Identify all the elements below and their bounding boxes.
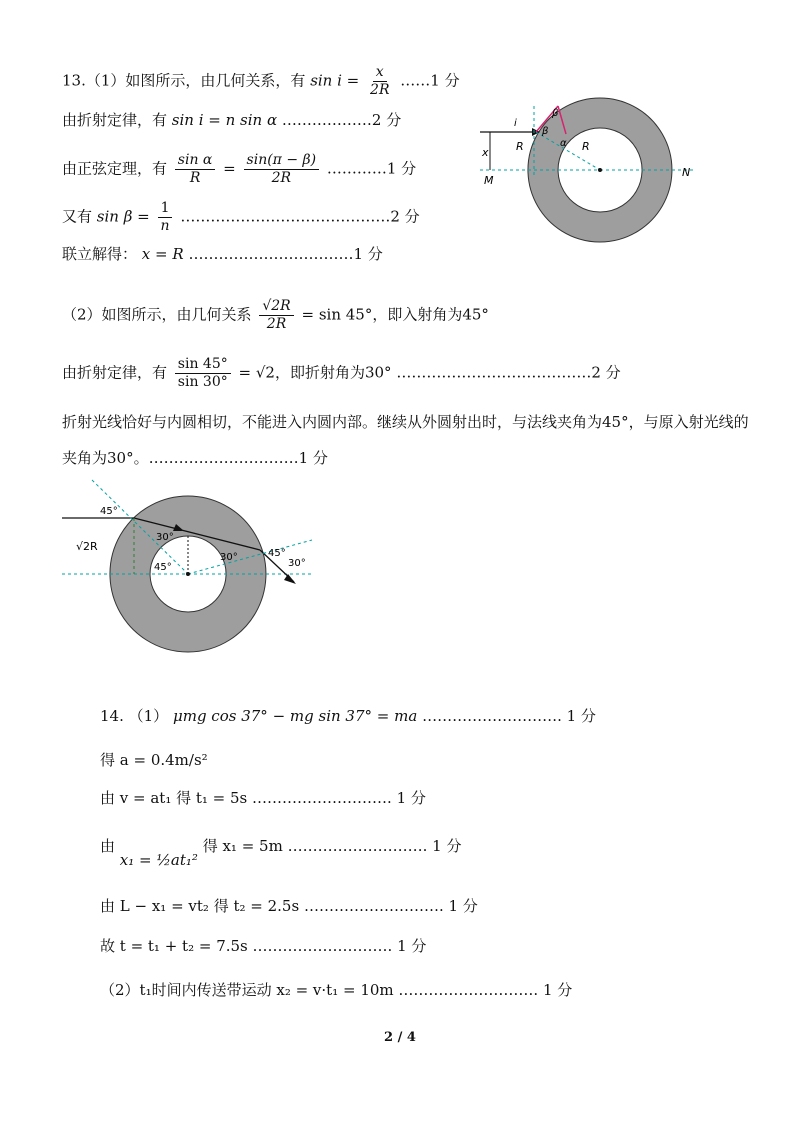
fig1-label-r2: R (582, 140, 590, 153)
q13-line4 (62, 200, 420, 235)
q13-l3-n1: sin α (175, 152, 216, 170)
fig2-label-30b: 30° (220, 552, 238, 563)
fig2-arrow-2 (284, 574, 296, 584)
q13-l4-points: ……………………………………2 分 (180, 207, 420, 226)
q13-l4-pre: 又有 (62, 207, 93, 226)
q13-l5-eq: x = R (141, 245, 184, 263)
q13-l7-points: …………………………………2 分 (396, 363, 621, 382)
q14-l3-points: ………………………. 1 分 (252, 789, 426, 807)
q13-p2-eq: = sin 45°，即入射角为45° (301, 305, 489, 324)
q13-l7-pre: 由折射定律，有 (62, 363, 168, 382)
q13-l4-den: n (160, 218, 170, 234)
q13-l7-num: sin 45° (175, 356, 231, 374)
q14-l7-points: ………………………. 1 分 (398, 981, 573, 999)
q13-line6 (62, 298, 489, 333)
q14-l6-points: ………………………. 1 分 (252, 937, 427, 955)
fig1-label-i: i (514, 118, 517, 129)
q13-part1-intro: （1）如图所示，由几何关系，有 (85, 71, 306, 90)
q13-l3-pre: 由正弦定理，有 (62, 159, 168, 178)
figure-1-ring-diagram (470, 88, 710, 258)
q14-l4-eq: x₁ = ½at₁² (119, 851, 198, 869)
q14-line3 (100, 788, 426, 808)
figure-2-ring-diagram (62, 470, 332, 670)
q13-l4-num: 1 (158, 200, 173, 218)
q13-line7 (62, 356, 621, 391)
fig1-label-x: x (482, 146, 489, 159)
q13-p2-pre: （2）如图所示，由几何关系 (62, 305, 252, 324)
q14-l5-points: ………………………. 1 分 (303, 897, 478, 915)
q13-line1 (62, 64, 460, 99)
fig1-label-m: M (484, 174, 494, 187)
q13-line8: 折射光线恰好与内圆相切，不能进入内圆内部。继续从外圆射出时，与法线夹角为45°，与原入射光线的夹角为30°。…………………………1 分 (62, 413, 749, 467)
q14-number: 14. (100, 707, 124, 725)
q13-l4-frac (158, 200, 173, 235)
q13-number: 13. (62, 71, 86, 90)
fig2-label-30c: 30° (288, 558, 306, 569)
fig1-center (598, 168, 602, 172)
page-number: 2 / 4 (384, 1030, 416, 1045)
q14-line4 (100, 836, 462, 869)
fig1-label-n: N (682, 166, 691, 179)
q13-l3-frac2 (244, 152, 320, 187)
q14-line7 (100, 980, 572, 1000)
fig2-label-45b: 45° (154, 562, 172, 573)
q13-l2-points: ………………2 分 (281, 111, 402, 129)
q13-l3-frac1 (175, 152, 216, 187)
q13-eq1-num: x (373, 64, 387, 82)
q13-eq1-den: 2R (370, 82, 390, 98)
q14-l2: 得 a = 0.4m/s² (100, 751, 208, 769)
q14-l1-points: ………………………. 1 分 (422, 707, 596, 725)
q13-eq1-fraction (367, 64, 392, 99)
q13-l3-d2: 2R (271, 170, 292, 186)
q13-l7-frac (175, 356, 231, 391)
fig1-label-beta1: β (552, 108, 559, 119)
q13-p2-frac (259, 298, 293, 333)
q14-line1 (100, 706, 596, 726)
q13-p2-num: √2R (259, 298, 293, 316)
fig2-label-45c: 45° (268, 548, 286, 559)
fig1-label-beta2: β (542, 126, 549, 137)
fig2-center (186, 572, 190, 576)
q14-l4-points: ………………………. 1 分 (287, 837, 462, 855)
q14-part1: （1） (128, 707, 169, 725)
q14-l4-pre: 由 (100, 837, 116, 855)
q14-line5 (100, 896, 478, 916)
fig1-label-alpha: α (560, 138, 567, 149)
q13-line3 (62, 152, 416, 187)
q13-l2-pre: 由折射定律，有 (62, 111, 168, 129)
q13-p2-den: 2R (266, 316, 287, 332)
q14-line6 (100, 936, 426, 956)
q13-eq1-left: sin i = (310, 71, 360, 90)
q13-l3-equals: = (223, 159, 236, 178)
q13-l3-n2: sin(π − β) (244, 152, 320, 170)
fig2-label-30a: 30° (156, 532, 174, 543)
fig1-label-r1: R (516, 140, 524, 153)
q13-line5 (62, 244, 383, 264)
q13-eq1-points: ……1 分 (400, 71, 460, 90)
q13-line2 (62, 110, 401, 130)
q14-l5: 由 L − x₁ = vt₂ 得 t₂ = 2.5s (100, 897, 300, 915)
q14-l7: （2）t₁时间内传送带运动 x₂ = v·t₁ = 10m (100, 981, 394, 999)
q13-l2-eq: sin i = n sin α (171, 111, 278, 129)
q13-l4-left: sin β = (96, 207, 150, 226)
q14-line2 (100, 750, 208, 770)
q14-l6: 故 t = t₁ + t₂ = 7.5s (100, 937, 248, 955)
q13-l7-eq: = √2，即折射角为30° (238, 363, 392, 382)
q13-l7-den: sin 30° (177, 374, 228, 390)
q13-l3-d1: R (189, 170, 201, 186)
q13-l5-points: ……………………………1 分 (188, 245, 383, 263)
q14-l1-eq: μmg cos 37° − mg sin 37° = ma (172, 707, 418, 725)
q14-l4-mid: 得 x₁ = 5m (202, 837, 283, 855)
q13-l5-pre: 联立解得： (62, 245, 138, 263)
q14-l3: 由 v = at₁ 得 t₁ = 5s (100, 789, 248, 807)
fig2-label-45a: 45° (100, 506, 118, 517)
q13-l3-points: …………1 分 (326, 159, 417, 178)
fig2-label-sqrt2r: √2R (76, 540, 98, 553)
